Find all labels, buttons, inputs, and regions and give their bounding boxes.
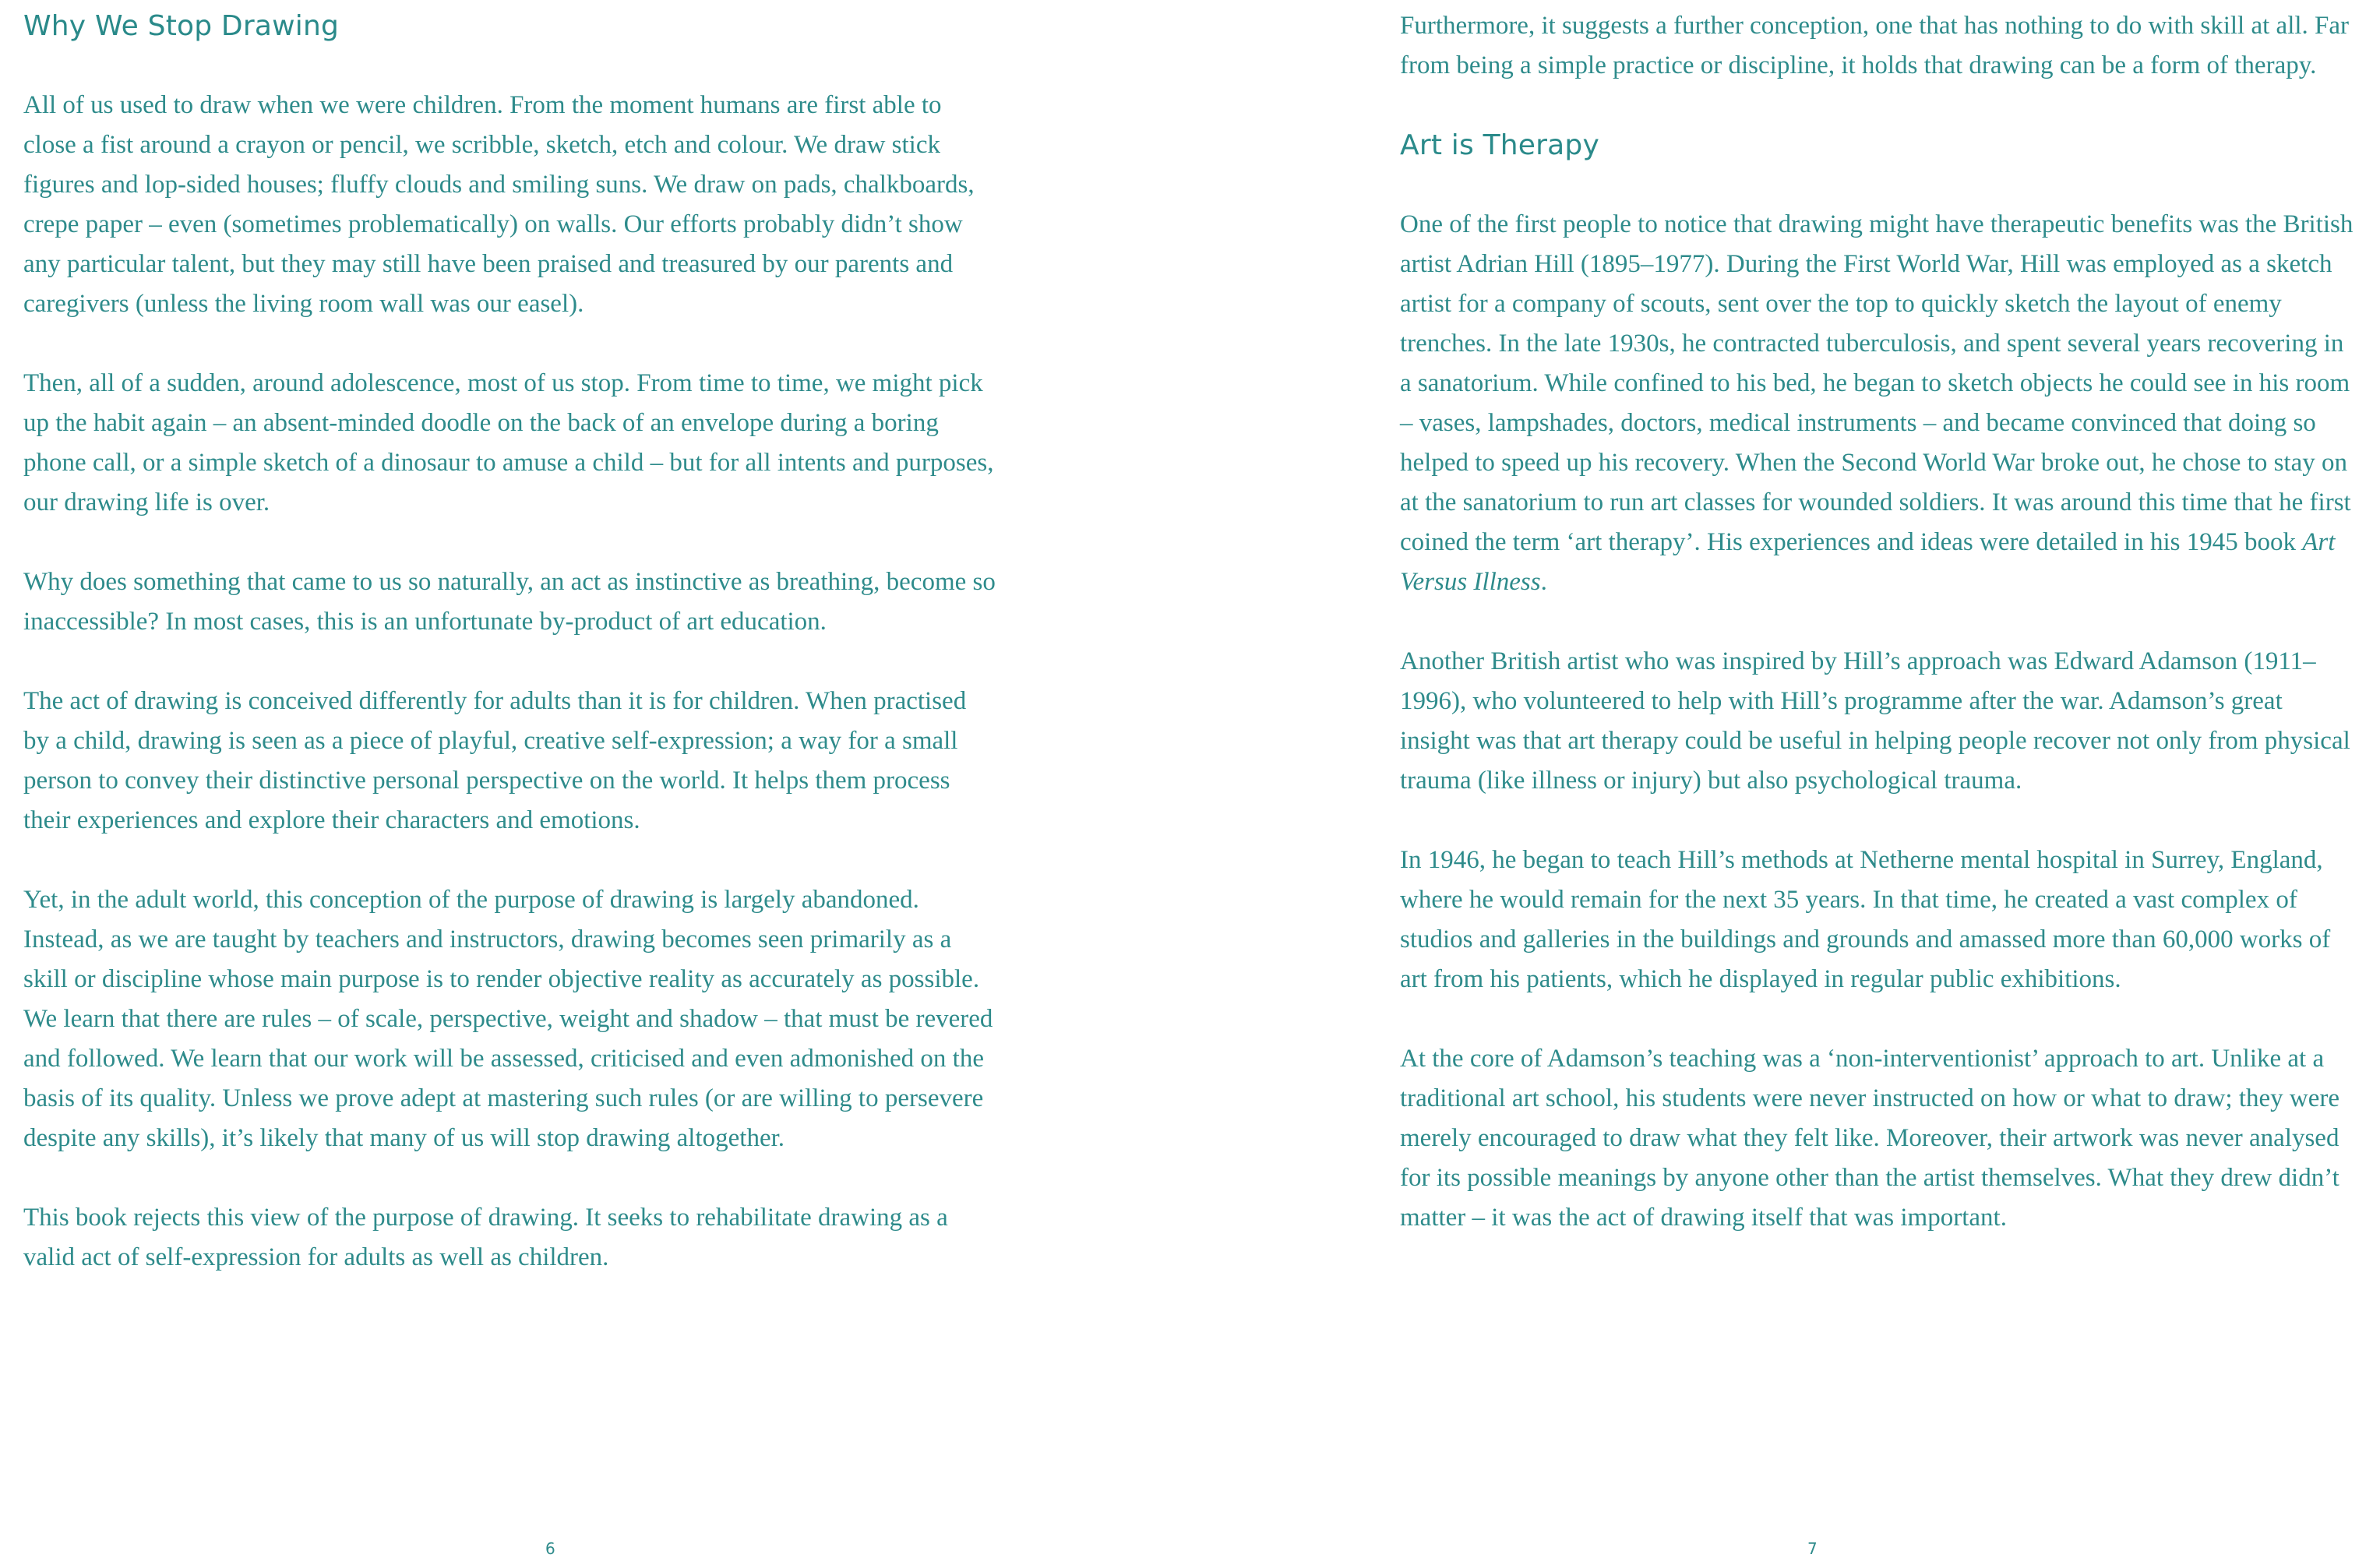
- page-number-left: 6: [545, 1539, 555, 1558]
- left-paragraph-5: Yet, in the adult world, this conception of the purpose of drawing is largely abandoned. Instead, as we are taught by teachers and instructors, drawing becomes seen primarily as a skill or discipline whose main purpose is to render objective reality as accurately as possible. We learn that there are rules – of scale, perspective, weight and shadow – that must be revered and followed. We learn that our work will be assessed, criticised and even admonished on the basis of its quality. Unless we prove adept at mastering such rules (or are willing to persevere despite any skills), it’s likely that many of us will stop drawing altogether.: [23, 886, 993, 1152]
- book-title-art-versus-illness: Art Versus Illness: [1400, 528, 2336, 596]
- page-number-right: 7: [1807, 1539, 1818, 1558]
- section-heading-art-is-therapy: Art is Therapy: [1400, 129, 1599, 161]
- left-paragraph-1: All of us used to draw when we were children. From the moment humans are first able to close a fist around a crayon or pencil, we scribble, sketch, etch and colour. We draw stick figures and lop-sided houses; fluffy clouds and smiling suns. We draw on pads, chalkboards, crepe paper – even (sometimes problematically) on walls. Our efforts probably didn’t show any particular talent, but they may still have been praised and treasured by our parents and caregivers (unless the living room wall was our easel).: [23, 91, 975, 318]
- hill-paragraph-end: .: [1540, 568, 1547, 596]
- left-paragraph-2: Then, all of a sudden, around adolescence, most of us stop. From time to time, we might pick up the habit again – an absent-minded doodle on the back of an envelope during a boring phone call, or a simple sketch of a dinosaur to amuse a child – but for all intents and purposes, our drawing life is over.: [23, 369, 994, 516]
- right-intro-paragraph: Furthermore, it suggests a further conception, one that has nothing to do with skill at all. Far from being a simple practice or discipline, it holds that drawing can be a form of therapy.: [1400, 12, 2350, 79]
- left-page: [23, 0, 997, 1558]
- left-paragraph-4: The act of drawing is conceived differently for adults than it is for children. When practised by a child, drawing is seen as a piece of playful, creative self-expression; a way for a small person to convey their distinctive personal perspective on the world. It helps them process their experiences and explore their characters and emotions.: [23, 687, 967, 834]
- left-paragraph-3: Why does something that came to us so naturally, an act as instinctive as breathing, become so inaccessible? In most cases, this is an unfortunate by-product of art education.: [23, 568, 996, 636]
- hill-paragraph-text: One of the first people to notice that drawing might have therapeutic benefits was the British artist Adrian Hill (1895–1977). During the First World War, Hill was employed as a sketch artist for a company of scouts, sent over the top to quickly sketch the layout of enemy trenches. In the late 1930s, he contracted tuberculosis, and spent several years recovering in a sanatorium. While confined to his bed, he began to sketch objects he could see in his room – vases, lampshades, doctors, medical instruments – and became convinced that doing so helped to speed up his recovery. When the Second World War broke out, he chose to stay on at the sanatorium to run art classes for wounded soldiers. It was around this time that he first coined the term ‘art therapy’. His experiences and ideas were detailed in his 1945 book: [1400, 210, 2354, 556]
- right-paragraph-netherne: In 1946, he began to teach Hill’s methods at Netherne mental hospital in Surrey, England, where he would remain for the next 35 years. In that time, he created a vast complex of studios and galleries in the buildings and grounds and amassed more than 60,000 works of art from his patients, which he displayed in regular public exhibitions.: [1400, 846, 2331, 993]
- section-heading-why-we-stop-drawing: Why We Stop Drawing: [23, 10, 340, 42]
- right-page: [1400, 0, 2358, 1558]
- right-paragraph-hill: [1400, 205, 2358, 602]
- right-paragraph-adamson: Another British artist who was inspired by Hill’s approach was Edward Adamson (1911–1996), who volunteered to help with Hill’s programme after the war. Adamson’s great insight was that art therapy could be useful in helping people recover not only from physical trauma (like illness or injury) but also psychological trauma.: [1400, 647, 2350, 795]
- left-paragraph-6: This book rejects this view of the purpose of drawing. It seeks to rehabilitate drawing as a valid act of self-expression for adults as well as children.: [23, 1204, 948, 1271]
- right-paragraph-non-interventionist: At the core of Adamson’s teaching was a ‘non-interventionist’ approach to art. Unlike at a traditional art school, his students were never instructed on how or what to draw; they were merely encouraged to draw what they felt like. Moreover, their artwork was never analysed for its possible meanings by anyone other than the artist themselves. What they drew didn’t matter – it was the act of drawing itself that was important.: [1400, 1045, 2339, 1232]
